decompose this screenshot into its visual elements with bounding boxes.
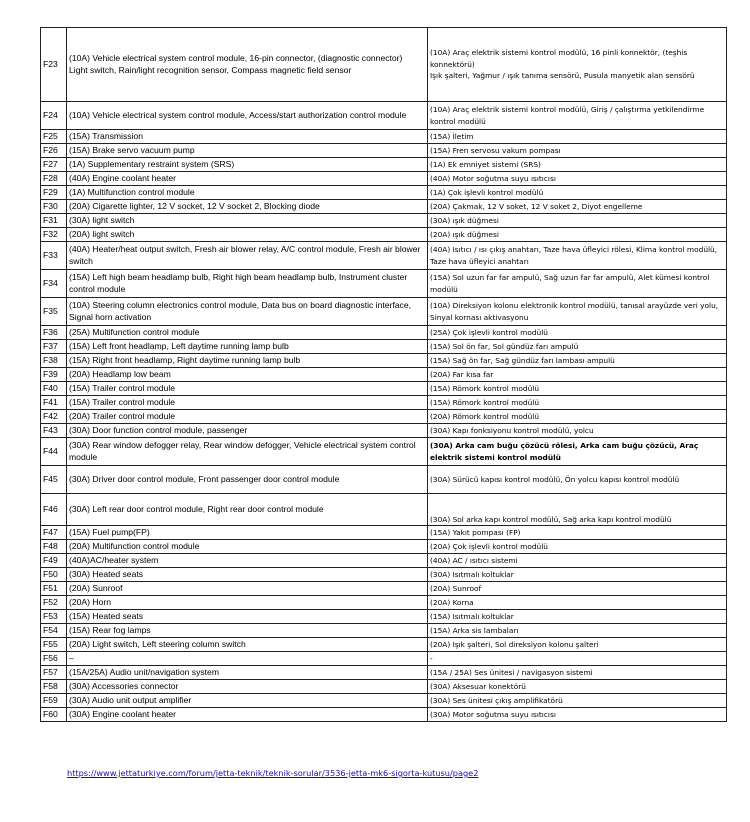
fuse-description-en: (30A) Door function control module, passenger xyxy=(67,424,428,438)
fuse-row xyxy=(41,102,727,130)
fuse-description-en: (15A) Brake servo vacuum pump xyxy=(67,144,428,158)
fuse-id-cell: F53 xyxy=(41,610,67,624)
fuse-row xyxy=(41,568,727,582)
fuse-description-tr: - xyxy=(428,652,727,666)
fuse-row xyxy=(41,466,727,494)
fuse-description-en: (10A) Vehicle electrical system control module, Access/start authorization control module xyxy=(67,102,428,130)
fuse-id-cell: F59 xyxy=(41,694,67,708)
fuse-description-tr: (15A / 25A) Ses ünitesi / navigasyon sistemi xyxy=(428,666,727,680)
fuse-description-tr: (15A) Sağ ön far, Sağ gündüz farı lambası ampulü xyxy=(428,354,727,368)
fuse-description-en: (20A) Sunroof xyxy=(67,582,428,596)
fuse-row xyxy=(41,652,727,666)
fuse-row xyxy=(41,172,727,186)
fuse-description-tr: (1A) Ek emniyet sistemi (SRS) xyxy=(428,158,727,172)
fuse-description-en: (15A) Rear fog lamps xyxy=(67,624,428,638)
fuse-row xyxy=(41,638,727,652)
fuse-description-en: (20A) Horn xyxy=(67,596,428,610)
fuse-description-tr: (20A) Römork kontrol modülü xyxy=(428,410,727,424)
fuse-id-cell: F37 xyxy=(41,340,67,354)
fuse-description-en: (40A) Heater/heat output switch, Fresh air blower relay, A/C control module, Fresh air blower switch xyxy=(67,242,428,270)
fuse-description-tr: (30A) Sürücü kapısı kontrol modülü, Ön yolcu kapısı kontrol modülü xyxy=(428,466,727,494)
fuse-row xyxy=(41,144,727,158)
fuse-description-en: (10A) Steering column electronics control module, Data bus on board diagnostic interface, Signal horn activation xyxy=(67,298,428,326)
fuse-description-tr: (10A) Direksiyon kolonu elektronik kontrol modülü, tanısal arayüzde veri yolu, Sinyal kornası aktivasyonu xyxy=(428,298,727,326)
fuse-description-en: (30A) Left rear door control module, Right rear door control module xyxy=(67,494,428,526)
fuse-id-cell: F39 xyxy=(41,368,67,382)
fuse-description-tr: (30A) ışık düğmesi xyxy=(428,214,727,228)
fuse-description-tr: (30A) Aksesuar konektörü xyxy=(428,680,727,694)
fuse-id-cell: F51 xyxy=(41,582,67,596)
fuse-row xyxy=(41,186,727,200)
fuse-id-cell: F31 xyxy=(41,214,67,228)
fuse-id-cell: F25 xyxy=(41,130,67,144)
fuse-row xyxy=(41,438,727,466)
fuse-description-tr: (20A) Çakmak, 12 V soket, 12 V soket 2, Diyot engelleme xyxy=(428,200,727,214)
fuse-description-tr: (15A) Arka sis lambaları xyxy=(428,624,727,638)
fuse-description-en: (30A) Heated seats xyxy=(67,568,428,582)
fuse-description-tr: (20A) ışık düğmesi xyxy=(428,228,727,242)
fuse-description-en: (15A/25A) Audio unit/navigation system xyxy=(67,666,428,680)
fuse-description-en: (15A) Left high beam headlamp bulb, Right high beam headlamp bulb, Instrument cluster control module xyxy=(67,270,428,298)
fuse-description-en: (15A) Transmission xyxy=(67,130,428,144)
fuse-description-en: (20A) light switch xyxy=(67,228,428,242)
fuse-table xyxy=(40,27,727,722)
fuse-row xyxy=(41,494,727,526)
fuse-description-tr: (30A) Isıtmalı koltuklar xyxy=(428,568,727,582)
fuse-row xyxy=(41,368,727,382)
fuse-id-cell: F50 xyxy=(41,568,67,582)
fuse-row xyxy=(41,582,727,596)
fuse-description-en: (1A) Supplementary restraint system (SRS) xyxy=(67,158,428,172)
fuse-row xyxy=(41,200,727,214)
fuse-description-en: (30A) light switch xyxy=(67,214,428,228)
fuse-description-tr: (30A) Ses ünitesi çıkış amplifikatörü xyxy=(428,694,727,708)
fuse-description-tr: (25A) Çok işlevli kontrol modülü xyxy=(428,326,727,340)
fuse-id-cell: F38 xyxy=(41,354,67,368)
fuse-description-tr: (40A) Motor soğutma suyu ısıtıcısı xyxy=(428,172,727,186)
fuse-id-cell: F42 xyxy=(41,410,67,424)
fuse-row xyxy=(41,382,727,396)
fuse-description-tr: (20A) Işık şalteri, Sol direksiyon kolonu şalteri xyxy=(428,638,727,652)
fuse-id-cell: F52 xyxy=(41,596,67,610)
fuse-description-tr: (15A) Römork kontrol modülü xyxy=(428,396,727,410)
fuse-id-cell: F29 xyxy=(41,186,67,200)
source-link[interactable]: https://www.jettaturkiye.com/forum/jetta-teknik/teknik-sorular/3536-jetta-mk6-sigorta-kutusu/page2 xyxy=(67,768,479,778)
fuse-description-en: (20A) Cigarette lighter, 12 V socket, 12 V socket 2, Blocking diode xyxy=(67,200,428,214)
fuse-row xyxy=(41,340,727,354)
fuse-description-tr: (20A) Korna xyxy=(428,596,727,610)
fuse-description-en: (30A) Rear window defogger relay, Rear window defogger, Vehicle electrical system control module xyxy=(67,438,428,466)
fuse-row xyxy=(41,596,727,610)
fuse-row xyxy=(41,228,727,242)
fuse-row xyxy=(41,424,727,438)
fuse-description-tr: (30A) Kapı fonksiyonu kontrol modülü, yolcu xyxy=(428,424,727,438)
fuse-id-cell: F43 xyxy=(41,424,67,438)
fuse-description-en: (20A) Light switch, Left steering column switch xyxy=(67,638,428,652)
fuse-id-cell: F33 xyxy=(41,242,67,270)
fuse-description-en: (30A) Audio unit output amplifier xyxy=(67,694,428,708)
fuse-description-en: (15A) Trailer control module xyxy=(67,382,428,396)
fuse-id-cell: F45 xyxy=(41,466,67,494)
fuse-description-tr: (20A) Çok işlevli kontrol modülü xyxy=(428,540,727,554)
fuse-row xyxy=(41,666,727,680)
fuse-id-cell: F44 xyxy=(41,438,67,466)
fuse-id-cell: F58 xyxy=(41,680,67,694)
fuse-id-cell: F41 xyxy=(41,396,67,410)
fuse-id-cell: F28 xyxy=(41,172,67,186)
fuse-description-en: (30A) Driver door control module, Front passenger door control module xyxy=(67,466,428,494)
fuse-row xyxy=(41,396,727,410)
fuse-id-cell: F57 xyxy=(41,666,67,680)
fuse-description-tr: (30A) Arka cam buğu çözücü rölesi, Arka cam buğu çözücü, Araç elektrik sistemi kontrol modülü xyxy=(428,438,727,466)
fuse-description-tr: (15A) Römork kontrol modülü xyxy=(428,382,727,396)
fuse-row xyxy=(41,270,727,298)
fuse-description-tr: (30A) Motor soğutma suyu ısıtıcısı xyxy=(428,708,727,722)
fuse-description-en: (30A) Engine coolant heater xyxy=(67,708,428,722)
fuse-description-en: (15A) Right front headlamp, Right daytime running lamp bulb xyxy=(67,354,428,368)
fuse-row xyxy=(41,694,727,708)
fuse-description-tr: (15A) Fren servosu vakum pompası xyxy=(428,144,727,158)
fuse-row xyxy=(41,298,727,326)
fuse-description-tr: (10A) Araç elektrik sistemi kontrol modülü, 16 pinli konnektör, (teşhis konnektörü) Işık şalteri, Yağmur / ışık tanıma sensörü, Pusula manyetik alan sensörü xyxy=(428,28,727,102)
fuse-description-en: – xyxy=(67,652,428,666)
fuse-description-tr: (40A) Isıtıcı / ısı çıkış anahtarı, Taze hava üfleyici rölesi, Klima kontrol modülü, Taze hava üfleyici anahtarı xyxy=(428,242,727,270)
fuse-description-en: (40A)AC/heater system xyxy=(67,554,428,568)
fuse-description-en: (20A) Headlamp low beam xyxy=(67,368,428,382)
fuse-id-cell: F30 xyxy=(41,200,67,214)
fuse-id-cell: F35 xyxy=(41,298,67,326)
fuse-description-en: (20A) Multifunction control module xyxy=(67,540,428,554)
fuse-description-en: (30A) Accessories connector xyxy=(67,680,428,694)
fuse-description-tr: (30A) Sol arka kapı kontrol modülü, Sağ arka kapı kontrol modülü xyxy=(428,494,727,526)
fuse-id-cell: F32 xyxy=(41,228,67,242)
fuse-description-tr: (15A) Sol uzun far far ampulü, Sağ uzun far far ampulü, Alet kümesi kontrol modülü xyxy=(428,270,727,298)
fuse-description-tr: (15A) İletim xyxy=(428,130,727,144)
fuse-row xyxy=(41,624,727,638)
fuse-id-cell: F48 xyxy=(41,540,67,554)
fuse-id-cell: F56 xyxy=(41,652,67,666)
fuse-row xyxy=(41,540,727,554)
fuse-row xyxy=(41,526,727,540)
fuse-description-en: (20A) Trailer control module xyxy=(67,410,428,424)
fuse-id-cell: F49 xyxy=(41,554,67,568)
fuse-description-en: (10A) Vehicle electrical system control module, 16-pin connector, (diagnostic connector) Light switch, Rain/light recognition sensor, Compass magnetic field sensor xyxy=(67,28,428,102)
fuse-row xyxy=(41,214,727,228)
fuse-description-en: (15A) Left front headlamp, Left daytime running lamp bulb xyxy=(67,340,428,354)
fuse-id-cell: F34 xyxy=(41,270,67,298)
fuse-row xyxy=(41,326,727,340)
fuse-description-en: (15A) Trailer control module xyxy=(67,396,428,410)
fuse-description-en: (40A) Engine coolant heater xyxy=(67,172,428,186)
fuse-row xyxy=(41,158,727,172)
fuse-description-tr: (15A) Sol ön far, Sol gündüz farı ampulü xyxy=(428,340,727,354)
fuse-id-cell: F24 xyxy=(41,102,67,130)
fuse-id-cell: F36 xyxy=(41,326,67,340)
fuse-row xyxy=(41,354,727,368)
fuse-description-en: (1A) Multifunction control module xyxy=(67,186,428,200)
fuse-row xyxy=(41,130,727,144)
fuse-description-tr: (20A) Far kısa far xyxy=(428,368,727,382)
fuse-id-cell: F23 xyxy=(41,28,67,102)
fuse-description-en: (15A) Fuel pump(FP) xyxy=(67,526,428,540)
fuse-id-cell: F46 xyxy=(41,494,67,526)
fuse-id-cell: F26 xyxy=(41,144,67,158)
fuse-id-cell: F55 xyxy=(41,638,67,652)
fuse-row xyxy=(41,610,727,624)
fuse-id-cell: F60 xyxy=(41,708,67,722)
fuse-description-tr: (1A) Çok işlevli kontrol modülü xyxy=(428,186,727,200)
fuse-row xyxy=(41,242,727,270)
fuse-description-tr: (20A) Sunroof xyxy=(428,582,727,596)
fuse-description-tr: (40A) AC / ısıtıcı sistemi xyxy=(428,554,727,568)
fuse-row xyxy=(41,28,727,102)
fuse-description-tr: (15A) Isıtmalı koltuklar xyxy=(428,610,727,624)
fuse-id-cell: F40 xyxy=(41,382,67,396)
fuse-id-cell: F54 xyxy=(41,624,67,638)
fuse-description-tr: (15A) Yakıt pompası (FP) xyxy=(428,526,727,540)
fuse-description-en: (25A) Multifunction control module xyxy=(67,326,428,340)
fuse-description-tr: (10A) Araç elektrik sistemi kontrol modülü, Giriş / çalıştırma yetkilendirme kontrol modülü xyxy=(428,102,727,130)
fuse-id-cell: F47 xyxy=(41,526,67,540)
fuse-row xyxy=(41,708,727,722)
fuse-id-cell: F27 xyxy=(41,158,67,172)
fuse-row xyxy=(41,554,727,568)
fuse-row xyxy=(41,410,727,424)
fuse-row xyxy=(41,680,727,694)
fuse-description-en: (15A) Heated seats xyxy=(67,610,428,624)
